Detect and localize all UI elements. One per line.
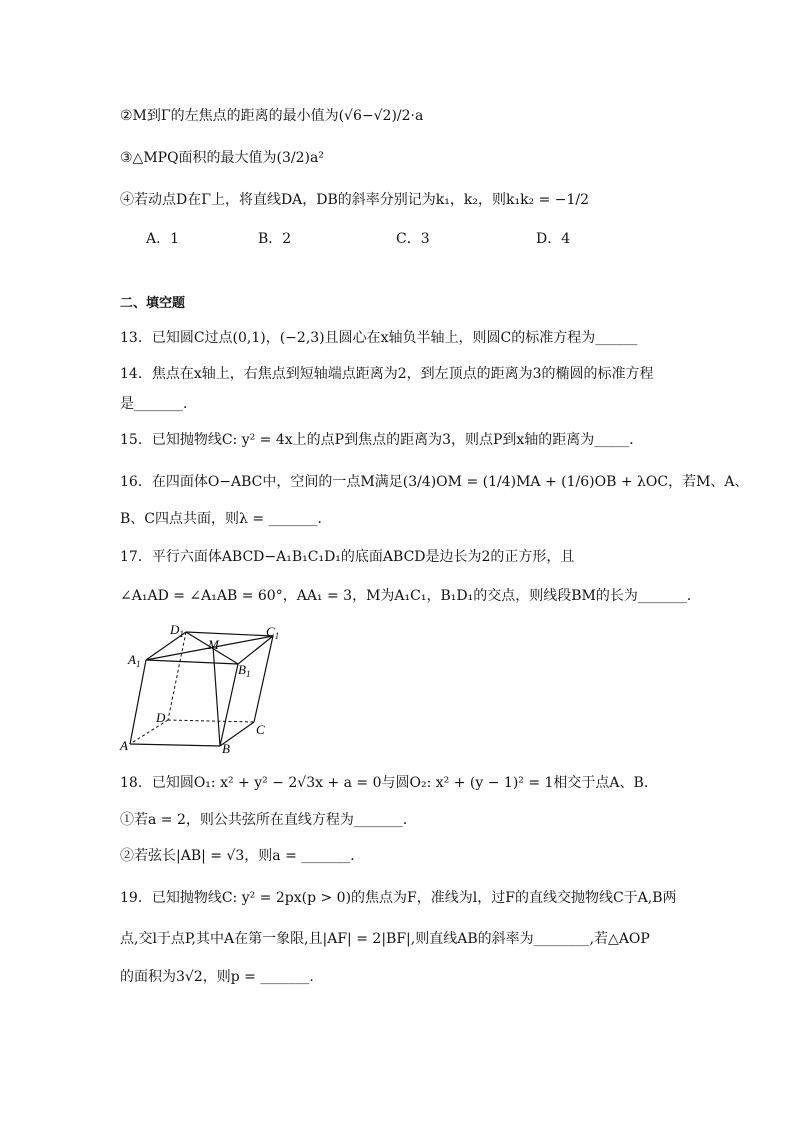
- edge-a1-b1: [146, 660, 238, 664]
- hidden-edge-d1-d: [168, 632, 186, 720]
- edge-d1-c1: [186, 632, 273, 636]
- question-18-part2: ②若弦长|AB| = √3，则a = _______．: [120, 848, 365, 864]
- label-c1: $C_1$: [266, 624, 280, 641]
- question-16-line2: B、C四点共面，则λ = _______．: [120, 511, 332, 527]
- edge-a1-a: [130, 660, 146, 744]
- segment-m-b: [213, 646, 220, 746]
- label-m: M: [208, 637, 219, 652]
- section-heading: 二、填空题: [120, 296, 186, 311]
- question-13: 13．已知圆C过点(0,1)，(−2,3)且圆心在x轴负半轴上，则圆C的标准方程为______: [120, 330, 638, 346]
- question-19-line2: 点,交l于点P,其中A在第一象限,且|AF| = 2|BF|,则直线AB的斜率为________,若△AOP: [120, 931, 650, 947]
- question-17-line1: 17．平行六面体ABCD−A₁B₁C₁D₁的底面ABCD是边长为2的正方形，且: [120, 549, 575, 565]
- choice-d[interactable]: D．4: [536, 231, 571, 247]
- choice-c[interactable]: C．3: [396, 231, 430, 247]
- label-d: D: [156, 710, 166, 725]
- question-14-line2: 是_______．: [120, 396, 197, 412]
- label-a: A: [120, 738, 128, 753]
- choice-b[interactable]: B．2: [258, 231, 292, 247]
- edge-a-b: [130, 744, 220, 746]
- label-b: B: [222, 741, 230, 756]
- question-18-part1: ①若a = 2，则公共弦所在直线方程为_______．: [120, 812, 417, 828]
- hidden-edge-d-c: [168, 720, 254, 722]
- option-4: ④若动点D在Γ上，将直线DA，DB的斜率分别记为k₁，k₂，则k₁k₂ = −1/2: [120, 192, 590, 208]
- label-a1: $A_1$: [128, 652, 141, 669]
- question-18-line1: 18．已知圆O₁: x² + y² − 2√3x + a = 0与圆O₂: x² + (y − 1)² = 1相交于点A、B．: [120, 775, 658, 791]
- choice-a[interactable]: A．1: [146, 231, 180, 247]
- label-d1: $D_1$: [170, 622, 184, 639]
- question-17-line2: ∠A₁AD = ∠A₁AB = 60°，AA₁ = 3，M为A₁C₁，B₁D₁的交点，则线段BM的长为_______．: [120, 588, 701, 604]
- parallelepiped-figure: [118, 622, 318, 756]
- option-3: ③△MPQ面积的最大值为(3/2)a²: [120, 150, 324, 166]
- question-19-line1: 19．已知抛物线C: y² = 2px(p > 0)的焦点为F，准线为l，过F的直线交抛物线C于A,B两: [120, 890, 677, 906]
- label-c: C: [256, 722, 265, 737]
- option-2: ②M到Γ的左焦点的距离的最小值为(√6−√2)/2·a: [120, 108, 424, 124]
- label-b1: $B_1$: [238, 662, 251, 679]
- question-16-line1: 16．在四面体O−ABC中，空间的一点M满足(3/4)OM = (1/4)MA + (1/6)OB + λOC，若M、A、: [120, 474, 749, 490]
- edge-b1-b: [220, 664, 238, 746]
- answer-choices: [146, 228, 706, 248]
- question-19-line3: 的面积为3√2，则p = _______.: [120, 969, 314, 985]
- question-15: 15．已知抛物线C: y² = 4x上的点P到焦点的距离为3，则点P到x轴的距离为_____．: [120, 432, 644, 448]
- question-14-line1: 14．焦点在x轴上，右焦点到短轴端点距离为2，到左顶点的距离为3的椭圆的标准方程: [120, 366, 654, 382]
